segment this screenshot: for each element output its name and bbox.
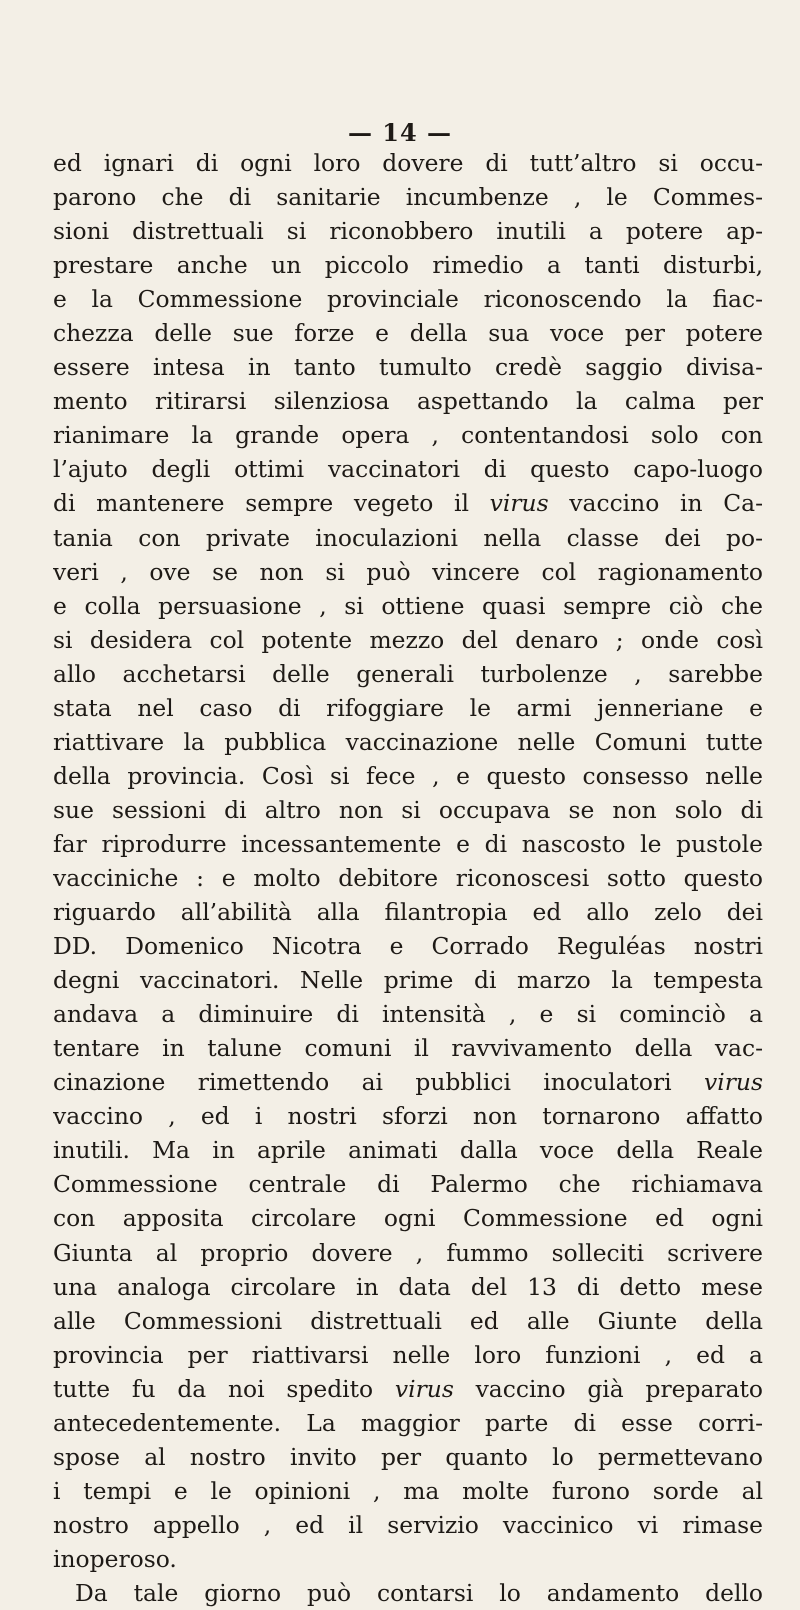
text-line — [53, 555, 763, 589]
text-line — [53, 895, 763, 929]
text-segment: Commessione centrale di Palermo che richiamava — [53, 1170, 763, 1199]
text-segment: e colla persuasione , si ottiene quasi sempre ciò che — [53, 591, 763, 620]
text-segment: essere intesa in tanto tumulto credè saggio divisa- — [53, 353, 763, 382]
text-line — [53, 1372, 763, 1406]
text-line — [53, 180, 763, 214]
text-line — [53, 997, 763, 1031]
text-line — [53, 929, 763, 963]
text-segment: i tempi e le opinioni , ma molte furono sorde al — [53, 1476, 763, 1505]
text-line — [53, 1167, 763, 1201]
text-segment: riguardo all’abilità alla filantropia ed allo zelo dei — [53, 898, 763, 927]
text-segment: DD. Domenico Nicotra e Corrado Reguléas nostri — [53, 932, 763, 961]
text-line — [53, 725, 763, 759]
text-line — [53, 1236, 763, 1270]
text-line — [53, 1576, 763, 1610]
text-line — [53, 963, 763, 997]
text-line — [53, 1542, 763, 1576]
text-line — [53, 1304, 763, 1338]
text-line — [53, 827, 763, 861]
text-segment: stata nel caso di rifoggiare le armi jenneriane e — [53, 693, 763, 722]
text-segment: vaccino in Ca- — [548, 489, 763, 518]
text-line — [53, 1201, 763, 1235]
text-line — [53, 214, 763, 248]
text-line — [53, 521, 763, 555]
text-segment: tentare in talune comuni il ravvivamento della vac- — [53, 1034, 763, 1063]
text-segment: e la Commessione provinciale riconoscendo la fiac- — [53, 285, 763, 314]
text-line — [53, 452, 763, 486]
page-number-header: — 14 — — [347, 118, 453, 147]
text-line — [53, 350, 763, 384]
text-segment: nostro appello , ed il servizio vaccinico vi rimase — [53, 1510, 763, 1539]
text-segment: alle Commessioni distrettuali ed alle Giunte della — [53, 1306, 763, 1335]
text-segment: riattivare la pubblica vaccinazione nelle Comuni tutte — [53, 727, 763, 756]
text-line — [53, 1031, 763, 1065]
text-segment: tania con private inoculazioni nella classe dei po- — [53, 523, 763, 552]
text-line — [53, 384, 763, 418]
text-line — [53, 623, 763, 657]
text-line — [53, 1099, 763, 1133]
text-segment: Giunta al proprio dovere , fummo solleciti scrivere — [53, 1238, 763, 1267]
text-segment: con apposita circolare ogni Commessione ed ogni — [53, 1204, 763, 1233]
text-segment: si desidera col potente mezzo del denaro ; onde così — [53, 625, 763, 654]
text-segment: vaccino , ed i nostri sforzi non tornarono affatto — [53, 1102, 763, 1131]
text-line — [53, 691, 763, 725]
text-line — [53, 248, 763, 282]
text-line — [53, 1440, 763, 1474]
text-segment: andava a diminuire di intensità , e si cominciò a — [53, 1000, 763, 1029]
text-line — [53, 486, 763, 520]
text-segment: vaccino già preparato — [453, 1374, 763, 1403]
text-line — [53, 759, 763, 793]
text-line — [53, 1474, 763, 1508]
text-segment: allo acchetarsi delle generali turbolenze , sarebbe — [53, 659, 763, 688]
text-segment: mento ritirarsi silenziosa aspettando la calma per — [53, 387, 763, 416]
text-segment: rianimare la grande opera , contentandosi solo con — [53, 421, 763, 450]
text-segment: inutili. Ma in aprile animati dalla voce della Reale — [53, 1136, 763, 1165]
text-segment: inoperoso. — [53, 1544, 177, 1573]
text-line — [53, 1065, 763, 1099]
text-segment: antecedentemente. La maggior parte di esse corri- — [53, 1408, 763, 1437]
text-line — [53, 1508, 763, 1542]
text-line — [53, 861, 763, 895]
text-segment: spose al nostro invito per quanto lo permettevano — [53, 1442, 763, 1471]
text-line — [53, 418, 763, 452]
text-line — [53, 1270, 763, 1304]
text-line — [53, 1338, 763, 1372]
text-segment: della provincia. Così si fece , e questo consesso nelle — [53, 761, 763, 790]
text-segment: chezza delle sue forze e della sua voce per potere — [53, 319, 763, 348]
text-segment: far riprodurre incessantemente e di nascosto le pustole — [53, 829, 763, 858]
text-line — [53, 146, 763, 180]
text-segment: parono che di sanitarie incumbenze , le Commes- — [53, 183, 763, 212]
text-segment: veri , ove se non si può vincere col ragionamento — [53, 557, 763, 586]
text-segment: ed ignari di ogni loro dovere di tutt’altro si occu- — [53, 149, 763, 177]
text-line — [53, 793, 763, 827]
text-line — [53, 657, 763, 691]
body-text — [53, 146, 763, 1610]
text-segment: sue sessioni di altro non si occupava se non solo di — [53, 795, 763, 824]
text-line — [53, 589, 763, 623]
text-segment: una analoga circolare in data del 13 di detto mese — [53, 1272, 763, 1301]
text-line — [53, 316, 763, 350]
text-segment: cinazione rimettendo ai pubblici inoculatori — [53, 1068, 705, 1097]
text-segment: degni vaccinatori. Nelle prime di marzo la tempesta — [53, 966, 763, 995]
italic-term: virus — [489, 489, 549, 518]
text-segment: vacciniche : e molto debitore riconoscesi sotto questo — [53, 863, 763, 892]
text-line — [53, 282, 763, 316]
text-segment: prestare anche un piccolo rimedio a tanti disturbi, — [53, 251, 763, 280]
text-segment: provincia per riattivarsi nelle loro funzioni , ed a — [53, 1340, 763, 1369]
text-line — [53, 1406, 763, 1440]
text-segment: tutte fu da noi spedito — [53, 1374, 395, 1403]
text-segment: sioni distrettuali si riconobbero inutili a potere ap- — [53, 217, 763, 246]
text-segment: l’ajuto degli ottimi vaccinatori di questo capo-luogo — [53, 455, 763, 484]
text-segment: Da tale giorno può contarsi lo andamento dello — [75, 1578, 763, 1607]
text-segment: di mantenere sempre vegeto il — [53, 489, 490, 518]
italic-term: virus — [704, 1068, 763, 1097]
italic-term: virus — [394, 1374, 454, 1403]
text-line — [53, 1133, 763, 1167]
